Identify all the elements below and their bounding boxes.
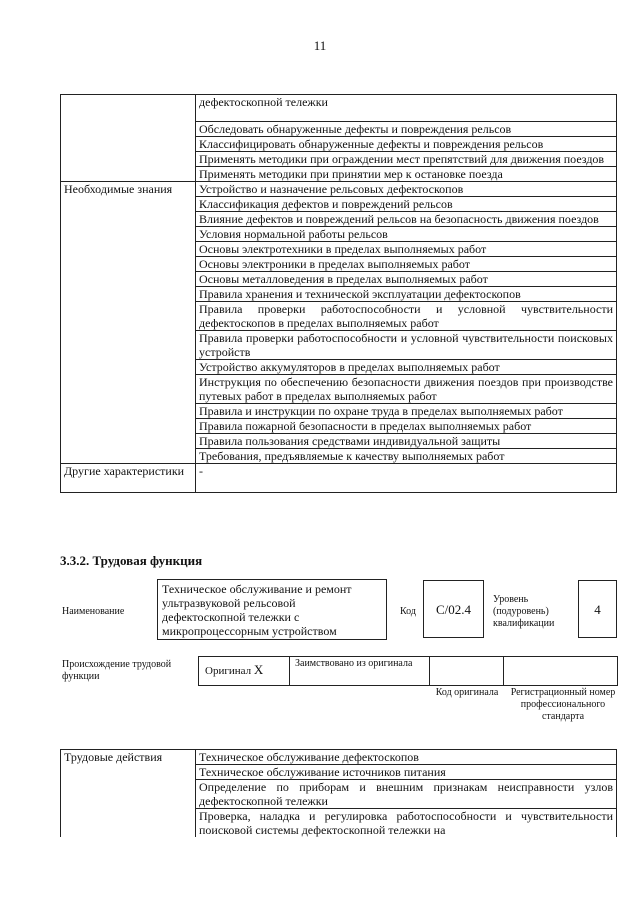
knowledge-row: Правила и инструкции по охране труда в пределах выполняемых работ <box>196 404 617 419</box>
function-name-box: Техническое обслуживание и ремонт ультразвуковой рельсовой дефектоскопной тележки с микропроцессорным устройством <box>157 579 387 640</box>
knowledge-row: Основы электроники в пределах выполняемых работ <box>196 257 617 272</box>
knowledge-row: Влияние дефектов и повреждений рельсов на безопасность движения поездов <box>196 212 617 227</box>
other-characteristics-value: - <box>196 464 617 493</box>
code-value-box: C/02.4 <box>423 580 484 638</box>
name-label: Наименование <box>62 606 125 617</box>
knowledge-row: Классификация дефектов и повреждений рельсов <box>196 197 617 212</box>
knowledge-row: Инструкция по обеспечению безопасности движения поездов при производстве путевых работ в пределах выполняемых работ <box>196 375 617 404</box>
origin-divider <box>429 657 430 685</box>
knowledge-row: Правила проверки работоспособности и условной чувствительности поисковых устройств <box>196 331 617 360</box>
code-label: Код <box>400 606 416 617</box>
knowledge-row: Основы металловедения в пределах выполняемых работ <box>196 272 617 287</box>
skill-row: Применять методики при принятии мер к остановке поезда <box>196 167 617 182</box>
knowledge-row: Правила проверки работоспособности и условной чувствительности дефектоскопов в пределах выполняемых работ <box>196 302 617 331</box>
action-row: Проверка, наладка и регулировка работоспособности и чувствительности поисковой системы дефектоскопной тележки на <box>196 809 617 838</box>
actions-table <box>60 749 617 837</box>
knowledge-row: Устройство аккумуляторов в пределах выполняемых работ <box>196 360 617 375</box>
action-row: Техническое обслуживание источников питания <box>196 765 617 780</box>
other-characteristics-label: Другие характеристики <box>61 464 196 493</box>
borrowed-label: Заимствовано из оригинала <box>295 658 413 669</box>
skills-label-cell <box>61 95 196 182</box>
level-label: Уровень (подуровень) квалификации <box>493 594 555 629</box>
registration-caption: Регистрационный номер профессионального стандарта <box>510 687 616 722</box>
knowledge-row: Правила хранения и технической эксплуатации дефектоскопов <box>196 287 617 302</box>
origin-divider <box>289 657 290 685</box>
skill-row: Классифицировать обнаруженные дефекты и повреждения рельсов <box>196 137 617 152</box>
action-row: Техническое обслуживание дефектоскопов <box>196 750 617 765</box>
continuation-row: дефектоскопной тележки <box>196 95 617 122</box>
skill-row: Обследовать обнаруженные дефекты и повреждения рельсов <box>196 122 617 137</box>
knowledge-row: Устройство и назначение рельсовых дефектоскопов <box>196 182 617 197</box>
origin-divider <box>503 657 504 685</box>
original-cell <box>205 663 263 678</box>
knowledge-row: Требования, предъявляемые к качеству выполняемых работ <box>196 449 617 464</box>
skill-row: Применять методики при ограждении мест препятствий для движения поездов <box>196 152 617 167</box>
original-mark: X <box>253 662 264 677</box>
origin-label: Происхождение трудовой функции <box>62 659 172 682</box>
original-label: Оригинал <box>205 665 252 677</box>
knowledge-row: Условия нормальной работы рельсов <box>196 227 617 242</box>
action-row: Определение по приборам и внешним признакам неисправности узлов дефектоскопной тележки <box>196 780 617 809</box>
origin-row-box <box>198 656 618 686</box>
section-heading: 3.3.2. Трудовая функция <box>60 553 203 568</box>
knowledge-row: Правила пользования средствами индивидуальной защиты <box>196 434 617 449</box>
knowledge-row: Основы электротехники в пределах выполняемых работ <box>196 242 617 257</box>
knowledge-label: Необходимые знания <box>61 182 196 464</box>
knowledge-table <box>60 94 617 493</box>
actions-label: Трудовые действия <box>61 750 196 838</box>
page-number: 11 <box>313 38 327 53</box>
code-original-caption: Код оригинала <box>435 687 499 698</box>
level-value-box: 4 <box>578 580 617 638</box>
knowledge-row: Правила пожарной безопасности в пределах выполняемых работ <box>196 419 617 434</box>
